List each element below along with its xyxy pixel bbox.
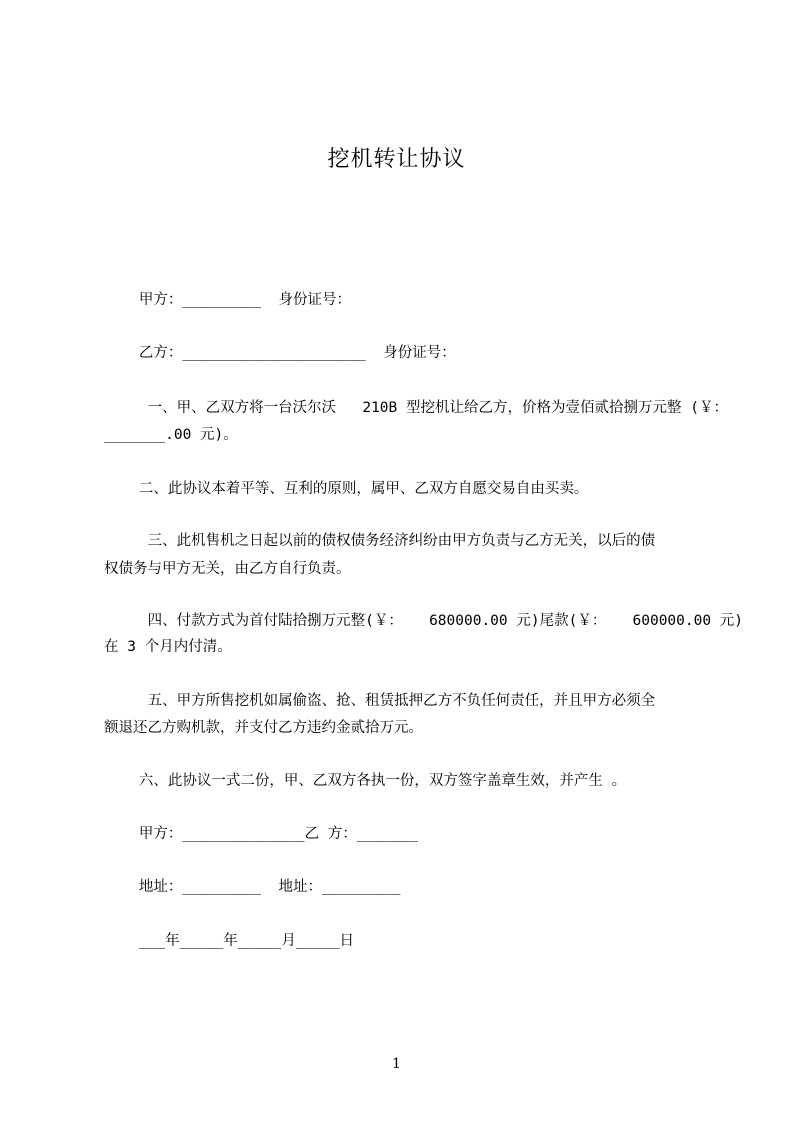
date-line: ___年_____年_____月_____日 [104, 933, 355, 949]
page-number: 1 [392, 1056, 401, 1072]
party-a-line: 甲方：_________ 身份证号： [104, 292, 351, 308]
clause-1-line-1: 一、甲、乙双方将一台沃尔沃 210B 型挖机让给乙方，价格为壹佰贰拾捌万元整 (￥： [104, 400, 728, 416]
page-title: 挖机转让协议 [327, 147, 466, 172]
signature-line: 甲方：______________乙 方：_______ [104, 826, 418, 842]
clause-1-line-2: _______.00 元)。 [104, 427, 238, 443]
clause-5-line-1: 五、甲方所售挖机如属偷盗、抢、租赁抵押乙方不负任何责任，并且甲方必须全 [104, 693, 656, 709]
party-b-line: 乙方：_____________________ 身份证号： [104, 345, 456, 361]
clause-4-line-2: 在 3 个月内付清。 [104, 639, 232, 655]
clause-5-line-2: 额退还乙方购机款，并支付乙方违约金贰拾万元。 [104, 720, 423, 736]
clause-4-line-1: 四、付款方式为首付陆拾捌万元整(￥： 680000.00 元)尾款(￥： 600000.00 元) [104, 613, 744, 629]
clause-3-line-1: 三、此机售机之日起以前的债权债务经济纠纷由甲方负责与乙方无关，以后的债 [104, 533, 656, 549]
clause-3-line-2: 权债务与甲方无关，由乙方自行负责。 [104, 561, 351, 577]
clause-6-line: 六、此协议一式二份，甲、乙双方各执一份，双方签字盖章生效，并产生 。 [104, 773, 627, 789]
clause-2-line: 二、此协议本着平等、互利的原则，属甲、乙双方自愿交易自由买卖。 [104, 481, 589, 497]
address-line: 地址：_________ 地址：_________ [104, 879, 401, 895]
